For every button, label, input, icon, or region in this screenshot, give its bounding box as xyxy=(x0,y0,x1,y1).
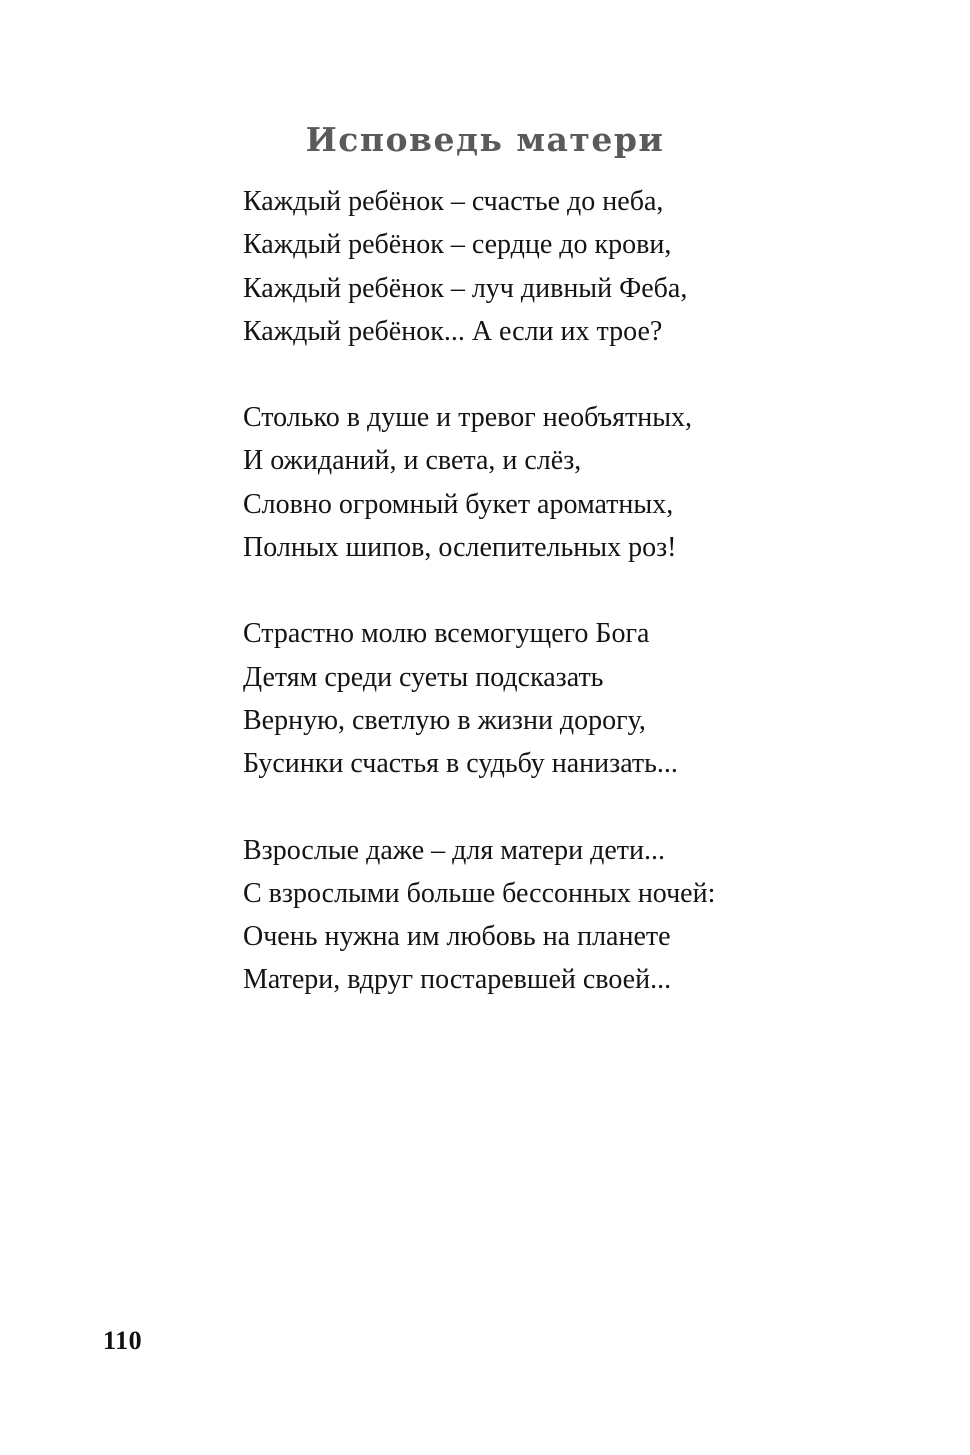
stanza-4 xyxy=(243,829,863,1002)
poem-line: Каждый ребёнок – счастье до неба, xyxy=(243,186,664,217)
page-number: 110 xyxy=(103,1326,143,1355)
stanza-3 xyxy=(243,612,863,785)
poem-line: Бусинки счастья в судьбу нанизать... xyxy=(243,748,678,780)
poem-line: Каждый ребёнок – сердце до крови, xyxy=(243,229,672,261)
poem-line: Страстно молю всемогущего Бога xyxy=(243,618,650,650)
poem-line: Очень нужна им любовь на планете xyxy=(243,921,671,953)
poem-line: И ожиданий, и света, и слёз, xyxy=(243,445,582,477)
poem-body xyxy=(243,180,863,1045)
poem-line: Каждый ребёнок... А если их трое? xyxy=(243,315,663,347)
poem-line: Столько в душе и тревог необъятных, xyxy=(243,402,693,434)
poem-line: Каждый ребёнок – луч дивный Феба, xyxy=(243,272,688,304)
poem-title: Исповедь матери xyxy=(305,120,665,160)
stanza-2 xyxy=(243,396,863,569)
poem-line: Матери, вдруг постаревшей своей... xyxy=(243,964,672,996)
poem-line: Верную, светлую в жизни дорогу, xyxy=(243,704,646,736)
poem-line: Полных шипов, ослепительных роз! xyxy=(243,532,677,564)
poem-line: Словно огромный букет ароматных, xyxy=(243,488,674,520)
poem-line: Детям среди суеты подсказать xyxy=(243,661,604,693)
stanza-1 xyxy=(243,180,863,353)
poem-line: Взрослые даже – для матери дети... xyxy=(243,834,666,866)
poem-line: С взрослыми больше бессонных ночей: xyxy=(243,877,716,909)
